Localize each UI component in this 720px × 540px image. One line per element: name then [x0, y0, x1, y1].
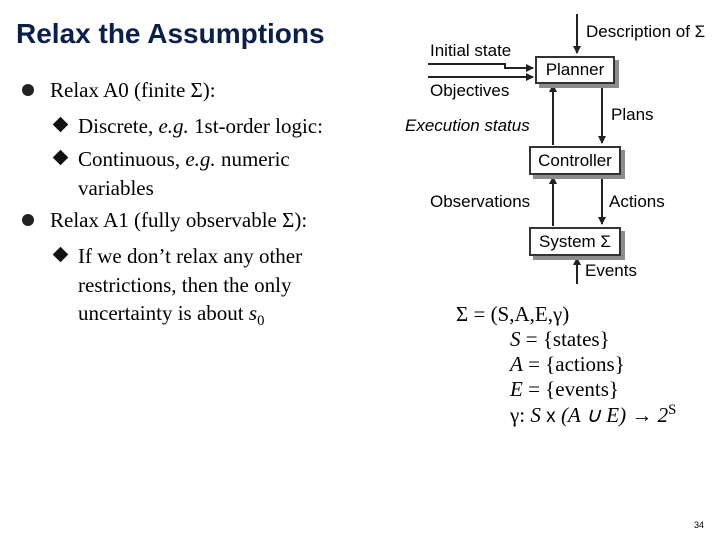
- gamma-sup: S: [668, 402, 677, 418]
- sub-bullet-continuous-rest: numeric: [220, 147, 290, 171]
- description-label: Description of Σ: [586, 22, 706, 41]
- gamma-definition: [510, 402, 676, 428]
- system-box: System Σ: [529, 227, 621, 256]
- observations-label: Observations: [430, 192, 531, 211]
- actions-var: A: [510, 352, 523, 376]
- uncertainty-var: s: [248, 301, 258, 325]
- uncertainty-subscript: 0: [257, 313, 265, 330]
- events-var: E: [510, 377, 523, 401]
- bullet-relax-a0-text: Relax A0 (finite Σ):: [50, 78, 216, 102]
- actions-definition: [510, 352, 625, 377]
- states-rest: = {states}: [520, 327, 610, 351]
- uncertainty-prefix: uncertainty is about: [78, 301, 244, 325]
- actions-rest: = {actions}: [522, 352, 625, 376]
- events-rest: = {events}: [522, 377, 619, 401]
- initial-state-label: Initial state: [430, 41, 512, 60]
- gamma-x: x: [540, 406, 561, 427]
- events-label: Events: [585, 261, 637, 280]
- gamma-paren: (A ∪ E) → 2: [560, 403, 669, 427]
- objectives-label: Objectives: [430, 81, 510, 100]
- sub-bullet-discrete-rest: 1st-order logic:: [194, 114, 323, 138]
- plans-label: Plans: [611, 105, 654, 124]
- gamma-S: S: [530, 403, 541, 427]
- sub-bullet-continuous-eg: e.g.: [185, 147, 216, 171]
- gamma-prefix: γ:: [510, 403, 531, 427]
- sub-bullet-uncertainty-l2: restrictions, then the only: [78, 273, 292, 297]
- slide-title: Relax the Assumptions: [16, 18, 325, 49]
- events-definition: [510, 377, 619, 402]
- planner-box: Planner: [535, 56, 615, 84]
- sub-bullet-discrete-prefix: Discrete,: [78, 114, 154, 138]
- controller-box: Controller: [529, 146, 621, 175]
- execution-status-label: Execution status: [405, 116, 530, 135]
- sub-bullet-continuous-cont: variables: [78, 176, 154, 200]
- bullet-relax-a1-text: Relax A1 (fully observable Σ):: [50, 208, 308, 232]
- sub-bullet-discrete-eg: e.g.: [158, 114, 189, 138]
- sub-bullet-uncertainty-l1: If we don’t relax any other: [78, 244, 303, 268]
- sub-bullet-continuous-prefix: Continuous,: [78, 147, 181, 171]
- page-number: 34: [693, 520, 704, 530]
- actions-label: Actions: [609, 192, 665, 211]
- states-var: S: [510, 327, 521, 351]
- states-definition: [510, 327, 610, 352]
- sigma-definition: Σ = (S,A,E,γ): [456, 302, 570, 326]
